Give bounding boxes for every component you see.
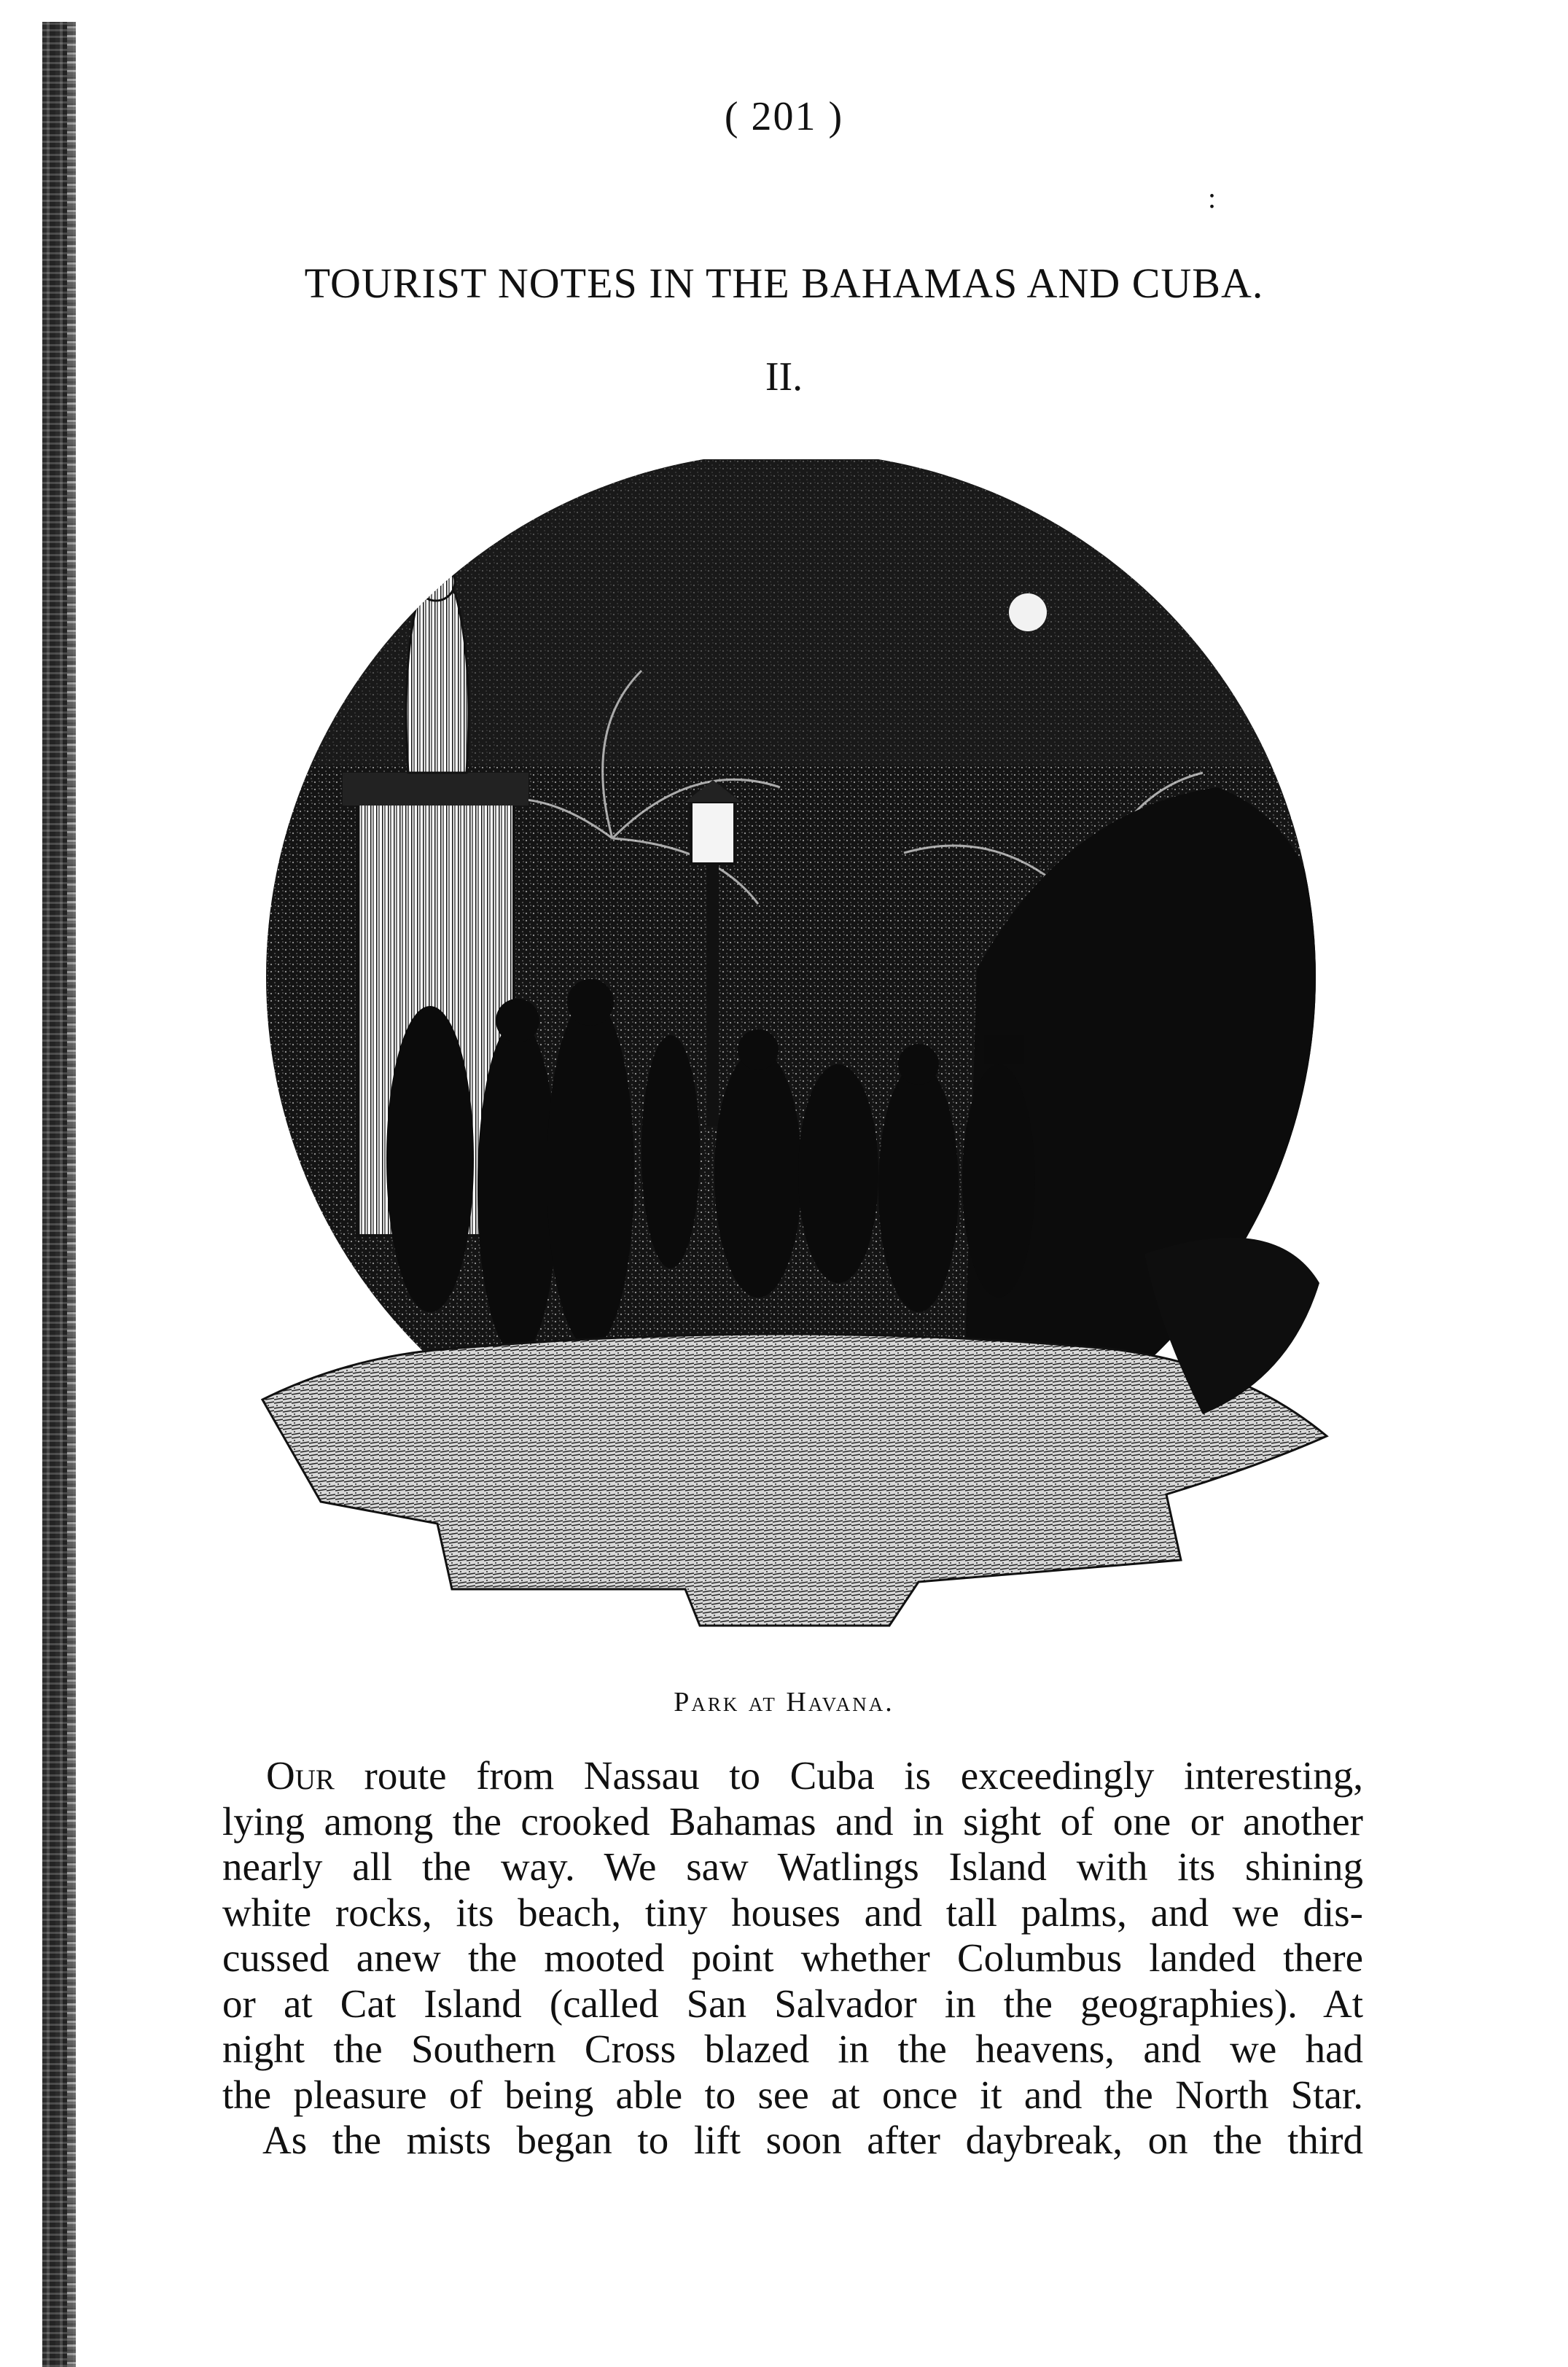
body-line: nearly all the way. We saw Watlings Island with its shining xyxy=(222,1844,1363,1889)
page-number: ( 201 ) xyxy=(724,94,844,139)
engraving-illustration xyxy=(248,459,1334,1669)
body-line: Our route from Nassau to Cuba is exceedingly interesting, xyxy=(266,1753,1363,1798)
article-body xyxy=(222,1753,1363,2164)
illustration-caption: Park at Havana. xyxy=(674,1687,894,1717)
part-number: II. xyxy=(765,354,803,399)
body-line: lying among the crooked Bahamas and in sight of one or another xyxy=(222,1798,1363,1844)
moon-shape xyxy=(1009,593,1047,631)
body-line: cussed anew the mooted point whether Columbus landed there xyxy=(222,1935,1363,1980)
body-line: or at Cat Island (called San Salvador in the geographies). At xyxy=(222,1981,1363,2026)
body-line: the pleasure of being able to see at once it and the North Star. xyxy=(222,2072,1363,2117)
body-line: white rocks, its beach, tiny houses and tall palms, and we dis- xyxy=(222,1890,1363,1935)
stray-print-mark: : xyxy=(1208,182,1217,214)
article-title: TOURIST NOTES IN THE BAHAMAS AND CUBA. xyxy=(304,260,1264,307)
body-line: night the Southern Cross blazed in the heavens, and we had xyxy=(222,2027,1363,2071)
opening-word: Our xyxy=(266,1753,335,1798)
garden-ground xyxy=(262,1334,1327,1626)
body-line: As the mists began to lift soon after daybreak, on the third xyxy=(262,2118,1363,2162)
